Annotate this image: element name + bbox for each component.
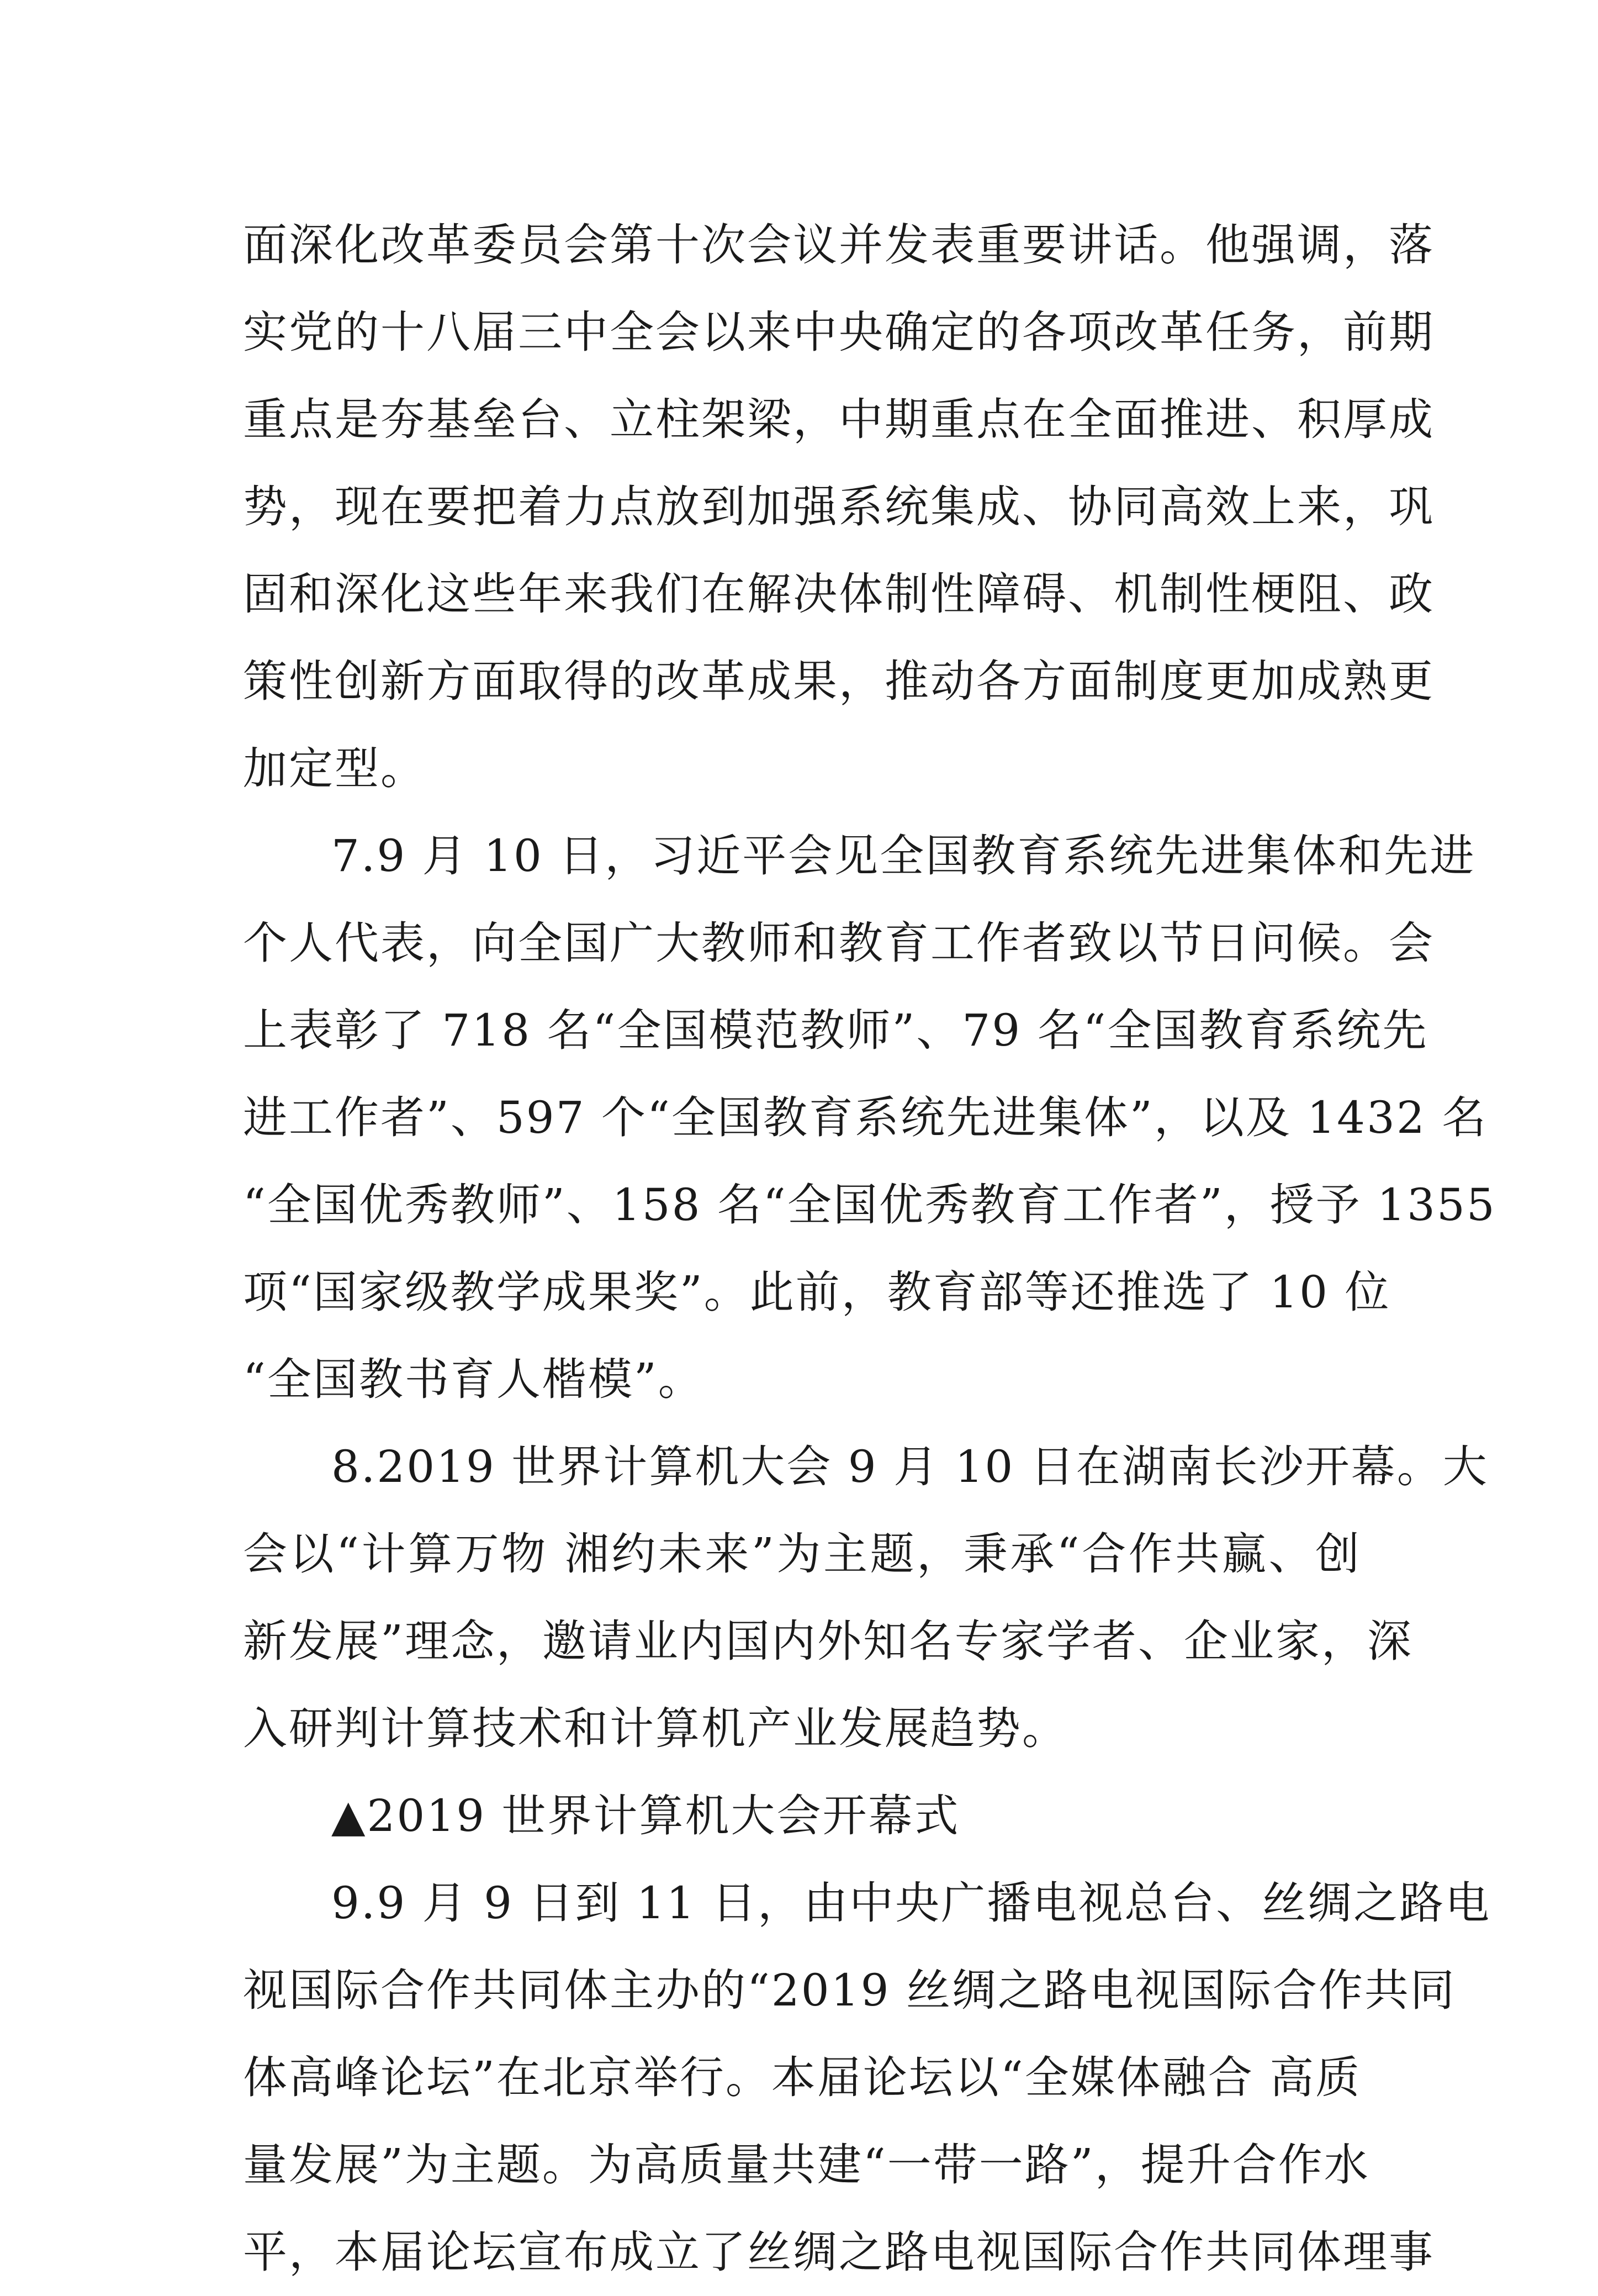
text-line: 新发展”理念，邀请业内国内外知名专家学者、企业家，深	[243, 1616, 1413, 1667]
text-line: 加定型。	[243, 743, 426, 794]
document-body	[243, 202, 1496, 2296]
text-line: 7.9 月 10 日，习近平会见全国教育系统先进集体和先进	[331, 830, 1476, 882]
text-line: 实党的十八届三中全会以来中央确定的各项改革任务，前期	[243, 307, 1435, 358]
text-line: “全国教书育人楷模”。	[243, 1354, 704, 1405]
text-line: 体高峰论坛”在北京举行。本届论坛以“全媒体融合 高质	[243, 2052, 1362, 2103]
text-line: 进工作者”、597 个“全国教育系统先进集体”，以及 1432 名	[243, 1092, 1488, 1143]
text-line: 策性创新方面取得的改革成果，推动各方面制度更加成熟更	[243, 656, 1435, 707]
text-line: 上表彰了 718 名“全国模范教师”、79 名“全国教育系统先	[243, 1005, 1428, 1056]
text-line: “全国优秀教师”、158 名“全国优秀教育工作者”，授予 1355	[243, 1179, 1496, 1231]
text-line: 项“国家级教学成果奖”。此前，教育部等还推选了 10 位	[243, 1266, 1391, 1318]
text-line: 面深化改革委员会第十次会议并发表重要讲话。他强调，落	[243, 219, 1435, 271]
text-line: 平，本届论坛宣布成立了丝绸之路电视国际合作共同体理事	[243, 2226, 1435, 2278]
text-line: 重点是夯基垒台、立柱架梁，中期重点在全面推进、积厚成	[243, 394, 1435, 445]
text-line: 9.9 月 9 日到 11 日，由中央广播电视总台、丝绸之路电	[331, 1877, 1491, 1929]
image-caption: ▲2019 世界计算机大会开幕式	[331, 1790, 960, 1841]
text-line: 视国际合作共同体主办的“2019 丝绸之路电视国际合作共同	[243, 1965, 1456, 2016]
text-line: 固和深化这些年来我们在解决体制性障碍、机制性梗阻、政	[243, 568, 1435, 620]
text-line: 入研判计算技术和计算机产业发展趋势。	[243, 1703, 1068, 1754]
text-line: 量发展”为主题。为高质量共建“一带一路”，提升合作水	[243, 2139, 1370, 2191]
text-line: 8.2019 世界计算机大会 9 月 10 日在湖南长沙开幕。大	[331, 1441, 1489, 1492]
text-line: 个人代表，向全国广大教师和教育工作者致以节日问候。会	[243, 917, 1435, 969]
text-line: 会以“计算万物 湘约未来”为主题，秉承“合作共赢、创	[243, 1528, 1361, 1580]
text-line: 势，现在要把着力点放到加强系统集成、协同高效上来，巩	[243, 481, 1435, 532]
